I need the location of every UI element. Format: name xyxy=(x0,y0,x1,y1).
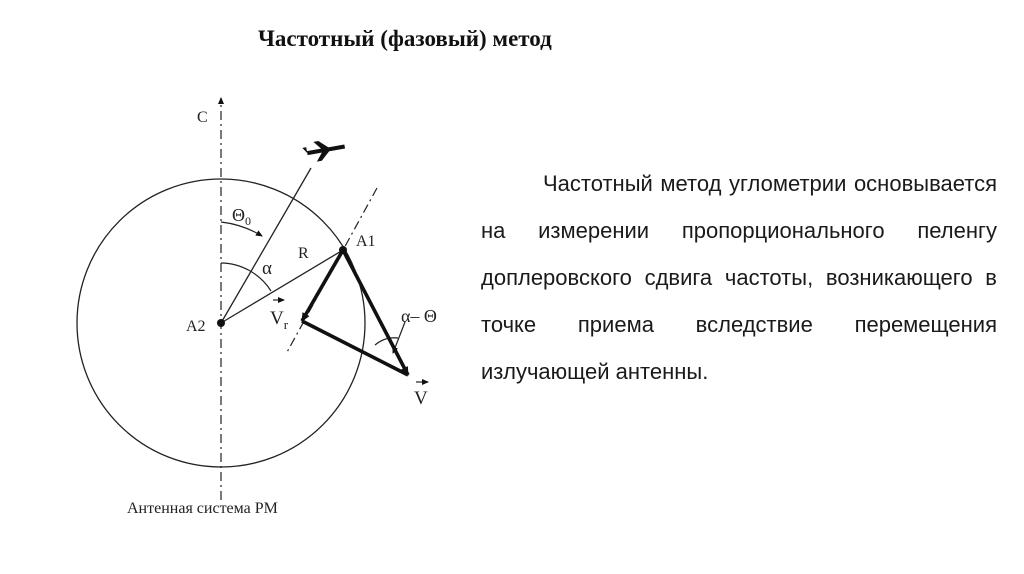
vector-v-line xyxy=(343,250,408,375)
aircraft-icon xyxy=(302,137,347,164)
slide-title: Частотный (фазовый) метод xyxy=(258,26,552,51)
svg-text:Vr: $V_r$ xyxy=(270,308,289,332)
svg-text:V: V xyxy=(414,388,428,409)
alpha-minus-theta-label: α– Θ xyxy=(401,306,437,326)
v-label xyxy=(414,382,428,409)
description-text xyxy=(481,160,997,395)
alpha-label: α xyxy=(262,258,272,279)
doppler-diagram xyxy=(0,0,470,574)
diagram-caption: Антенная система РМ xyxy=(127,500,278,517)
description-paragraph: Частотный метод углометрии основывается на измерении пропорционального пеленгу доплеровского сдвига частоты, возникающего в точке приема вследствие перемещения излучающей антенны. xyxy=(481,171,997,384)
a1-label: A1 xyxy=(356,233,376,250)
point-a1 xyxy=(339,246,347,254)
axis-c-label: С xyxy=(197,109,208,126)
point-a2 xyxy=(217,319,225,327)
theta0-label: $\Theta_0$ xyxy=(232,205,251,228)
r-label: R xyxy=(298,245,309,262)
a2-label: A2 xyxy=(186,318,206,335)
alpha-theta-arc xyxy=(375,338,398,345)
vr-label xyxy=(270,300,289,332)
